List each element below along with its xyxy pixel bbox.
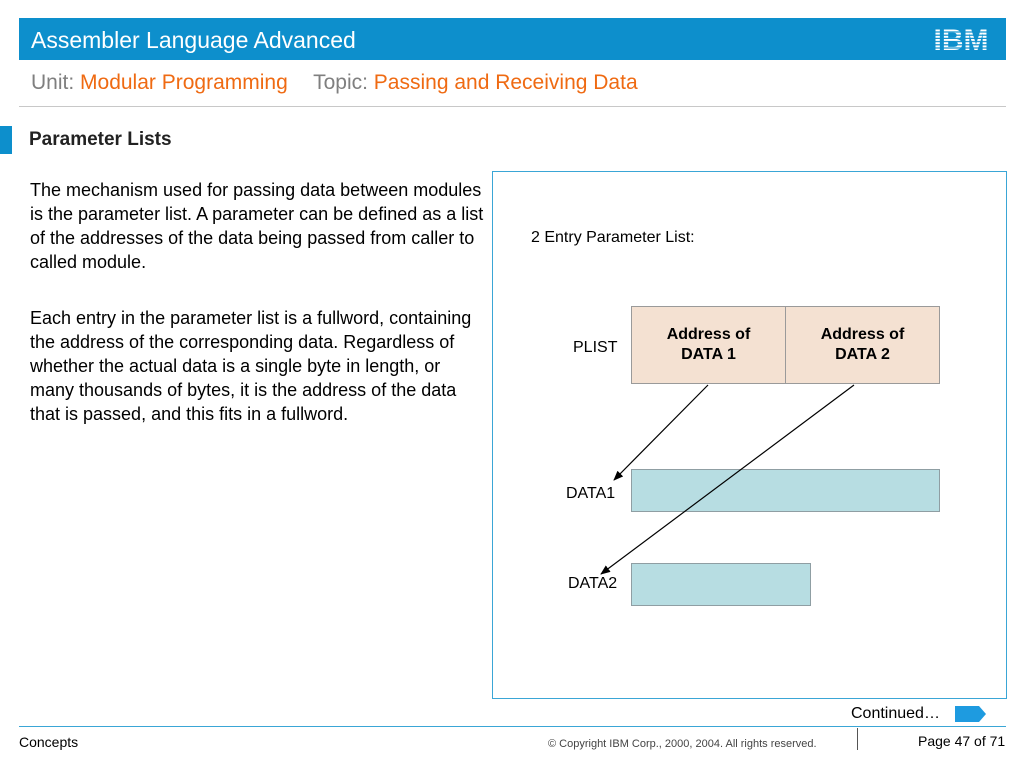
topic-value: Passing and Receiving Data <box>373 71 638 94</box>
plist-entry-2-line2: DATA 2 <box>835 346 890 363</box>
page-number: Page 47 of 71 <box>918 733 1006 749</box>
topic-label: Topic: <box>313 71 368 94</box>
data1-label: DATA1 <box>566 485 616 502</box>
svg-text:IBM: IBM <box>933 24 989 55</box>
footer-copyright: © Copyright IBM Corp., 2000, 2004. All rights reserved. <box>548 738 817 750</box>
next-page-arrow-icon[interactable] <box>955 706 986 722</box>
arrow-entry1-to-data1 <box>614 385 708 480</box>
plist-label: PLIST <box>573 339 618 356</box>
section-title: Parameter Lists <box>29 129 172 150</box>
diagram-caption: 2 Entry Parameter List: <box>531 229 695 246</box>
unit-label: Unit: <box>31 71 75 94</box>
continued-label: Continued… <box>851 705 940 722</box>
unit-value: Modular Programming <box>80 71 288 94</box>
plist-entry-2-line1: Address of <box>820 326 905 343</box>
paragraph-intro: The mechanism used for passing data between modules is the parameter list. A parameter can be defined as a list of the addresses of the data being passed from caller to called module. <box>30 180 484 272</box>
plist-entry-1-line1: Address of <box>666 326 751 343</box>
plist-entry-1-line2: DATA 1 <box>681 346 736 363</box>
paragraph-detail: Each entry in the parameter list is a fullword, containing the address of the corresponding data. Regardless of whether the actual data is a single byte in length, or many thousands of bytes, it is the address of the data that is passed, and this fits in a fullword. <box>30 308 472 424</box>
data2-label: DATA2 <box>568 575 618 592</box>
footer-section-label: Concepts <box>19 734 79 750</box>
footer-divider <box>19 726 1006 727</box>
course-title: Assembler Language Advanced <box>31 27 356 53</box>
footer-separator <box>857 728 858 750</box>
arrow-entry2-to-data2 <box>601 385 854 574</box>
